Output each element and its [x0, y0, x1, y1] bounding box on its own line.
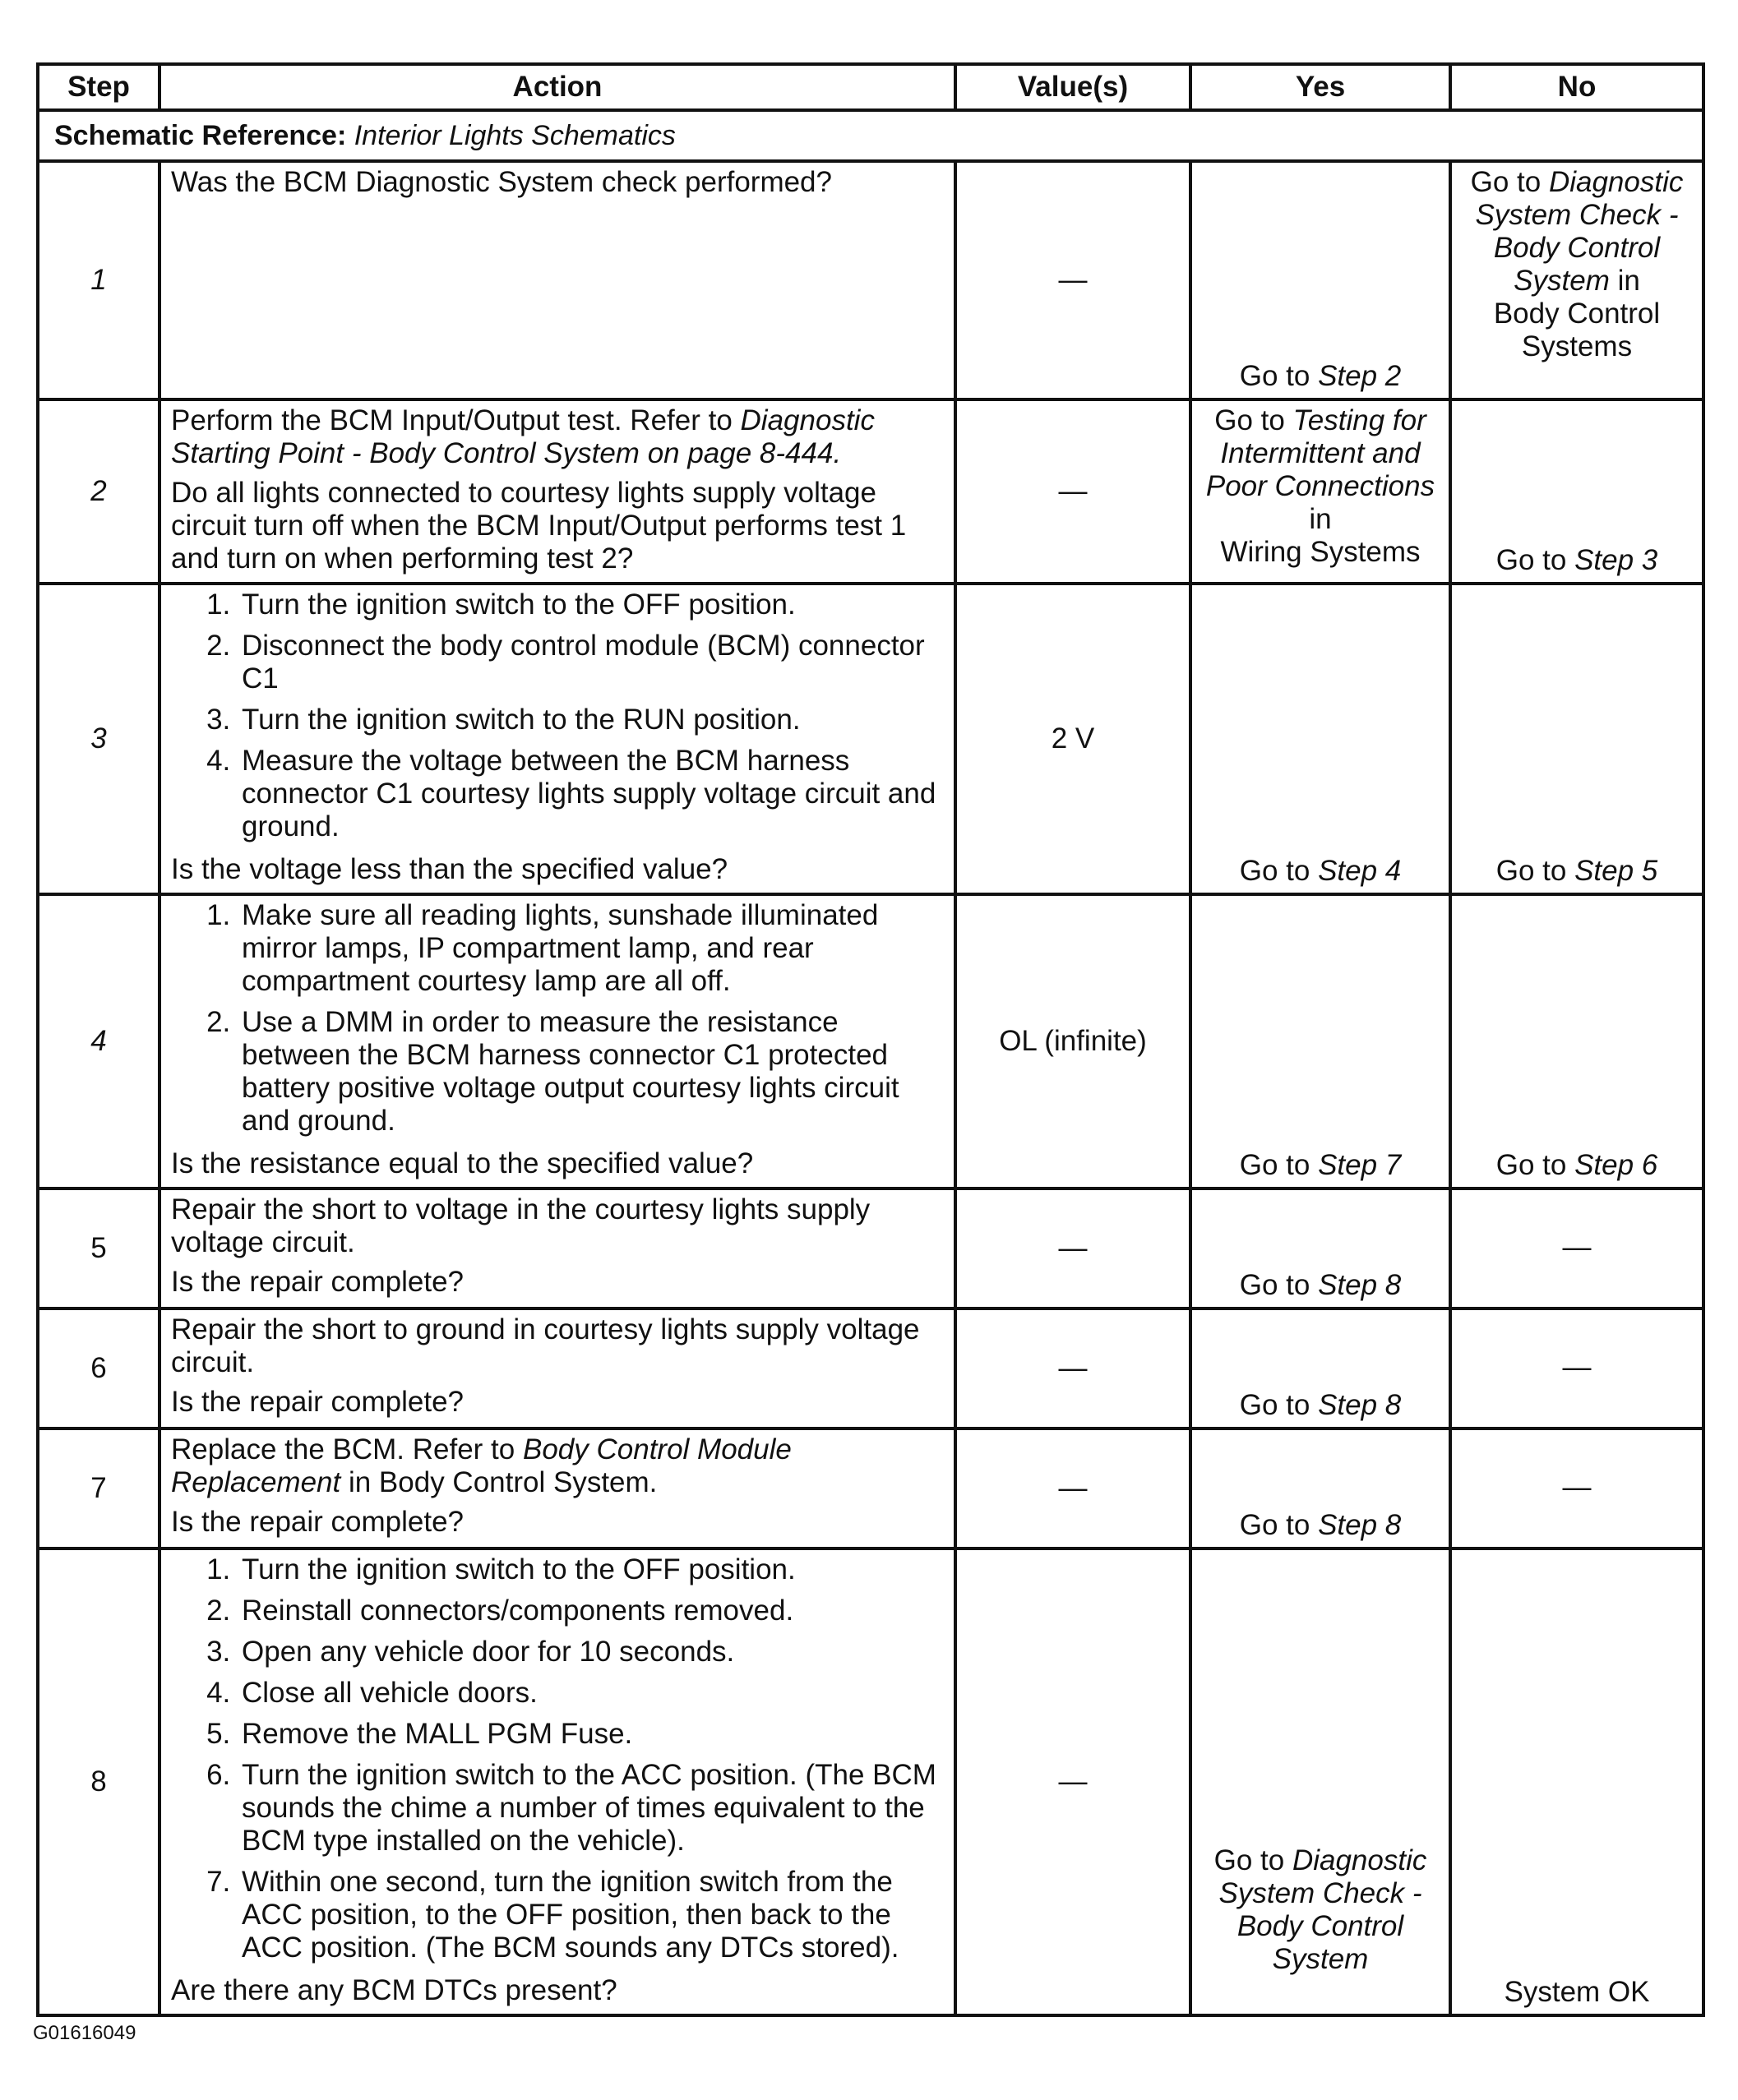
goto-text: Go to: [1470, 166, 1542, 198]
action-list-item: 3. Turn the ignition switch to the RUN position.: [238, 704, 944, 736]
schematic-reference: [38, 110, 1703, 161]
step-row-3: [38, 584, 1703, 894]
yes-link: Step 2: [1318, 360, 1402, 392]
step-row-7: [38, 1428, 1703, 1548]
step-yes: [1190, 584, 1450, 894]
step-no: —: [1450, 1308, 1703, 1428]
step-value: —: [955, 161, 1190, 399]
action-list-item: 1. Turn the ignition switch to the OFF position.: [238, 1553, 944, 1586]
goto-text: Go to: [1495, 1149, 1567, 1181]
goto-text: Go to: [1239, 1509, 1310, 1541]
action-list-item: 1. Make sure all reading lights, sunshade illuminated mirror lamps, IP compartment lamp, and rear compartment courtesy lamp are all off.: [238, 899, 944, 998]
step-action: [159, 1308, 955, 1428]
action-question: Is the voltage less than the specified value?: [171, 853, 728, 885]
action-question: Is the repair complete?: [171, 1386, 465, 1418]
step-value: 2 V: [955, 584, 1190, 894]
goto-text: Go to: [1239, 360, 1310, 392]
no-link: Step 6: [1574, 1149, 1658, 1181]
goto-text: Go to: [1213, 1844, 1285, 1876]
in-text: in: [1617, 265, 1640, 297]
no-plain: Body Control Systems: [1493, 298, 1661, 362]
step-row-5: [38, 1188, 1703, 1308]
step-yes: [1190, 1428, 1450, 1548]
action-list-item: 3. Open any vehicle door for 10 seconds.: [238, 1636, 944, 1668]
yes-link: Step 8: [1318, 1269, 1402, 1301]
step-yes: [1190, 161, 1450, 399]
action-text-link: Body Control Module Replacement: [171, 1433, 792, 1498]
yes-plain: Wiring Systems: [1220, 536, 1421, 568]
action-text-plain: Replace the BCM. Refer to: [171, 1433, 515, 1465]
no-link: Step 3: [1574, 544, 1658, 576]
no-link: Diagnostic System Check - Body Control System: [1475, 166, 1684, 297]
step-row-1: [38, 161, 1703, 399]
action-list-item: 5. Remove the MALL PGM Fuse.: [238, 1718, 944, 1751]
header-row: [38, 64, 1703, 110]
step-number: 4: [38, 894, 159, 1188]
goto-text: Go to: [1239, 1149, 1310, 1181]
action-list: [171, 588, 944, 843]
schematic-reference-label: Schematic Reference:: [54, 119, 347, 151]
step-row-2: [38, 399, 1703, 584]
yes-link: Step 7: [1318, 1149, 1402, 1181]
action-text-end: in Body Control System.: [348, 1466, 658, 1498]
action-list-item: 6. Turn the ignition switch to the ACC position. (The BCM sounds the chime a number of times equivalent to the BCM type installed on the vehicle).: [238, 1759, 944, 1858]
step-no: [1450, 894, 1703, 1188]
diagnostic-table: [36, 62, 1705, 2017]
action-list-item: 7. Within one second, turn the ignition switch from the ACC position, to the OFF position, then back to the ACC position. (The BCM sounds any DTCs stored).: [238, 1866, 944, 1964]
step-action: [159, 1428, 955, 1548]
action-list-item: 1. Turn the ignition switch to the OFF position.: [238, 588, 944, 621]
yes-link: Step 8: [1318, 1389, 1402, 1421]
goto-text: Go to: [1239, 1269, 1310, 1301]
action-question: Is the repair complete?: [171, 1506, 465, 1538]
action-text: [171, 404, 944, 470]
step-action: [159, 161, 955, 399]
action-question: Do all lights connected to courtesy lights supply voltage circuit turn off when the BCM Input/Output performs test 1 and turn on when performing test 2?: [171, 477, 907, 575]
action-text-link: Diagnostic Starting Point - Body Control System on page 8-444.: [171, 404, 875, 469]
yes-link: Testing for Intermittent and Poor Connections: [1205, 404, 1435, 502]
action-list-item: 4. Close all vehicle doors.: [238, 1677, 944, 1710]
header-values: Value(s): [955, 64, 1190, 110]
step-action: [159, 584, 955, 894]
action-list-item: 4. Measure the voltage between the BCM harness connector C1 courtesy lights supply voltage circuit and ground.: [238, 745, 944, 843]
step-action: [159, 399, 955, 584]
step-no: [1450, 161, 1703, 399]
step-no: —: [1450, 1428, 1703, 1548]
action-text: Repair the short to voltage in the courtesy lights supply voltage circuit.: [171, 1193, 871, 1258]
step-no: System OK: [1450, 1548, 1703, 2015]
step-value: OL (infinite): [955, 894, 1190, 1188]
step-yes: [1190, 1548, 1450, 2015]
step-value: —: [955, 1548, 1190, 2015]
schematic-reference-row: [38, 110, 1703, 161]
action-list-item: 2. Reinstall connectors/components removed.: [238, 1595, 944, 1627]
yes-link: Diagnostic System Check - Body Control System: [1218, 1844, 1427, 1975]
step-action: [159, 1548, 955, 2015]
step-value: —: [955, 1188, 1190, 1308]
header-action: Action: [159, 64, 955, 110]
goto-text: Go to: [1239, 855, 1310, 887]
step-number: 5: [38, 1188, 159, 1308]
goto-text: Go to: [1495, 855, 1567, 887]
step-value: —: [955, 399, 1190, 584]
step-row-4: [38, 894, 1703, 1188]
action-text: [171, 1433, 944, 1499]
goto-text: Go to: [1239, 1389, 1310, 1421]
step-value: —: [955, 1308, 1190, 1428]
action-text: Repair the short to ground in courtesy lights supply voltage circuit.: [171, 1313, 920, 1378]
step-no: [1450, 584, 1703, 894]
step-no: —: [1450, 1188, 1703, 1308]
step-row-6: [38, 1308, 1703, 1428]
action-list: [171, 1553, 944, 1964]
action-list-item: 2. Use a DMM in order to measure the resistance between the BCM harness connector C1 protected battery positive voltage output courtesy lights circuit and ground.: [238, 1006, 944, 1138]
action-question: Is the repair complete?: [171, 1266, 465, 1298]
header-no: No: [1450, 64, 1703, 110]
action-question: Are there any BCM DTCs present?: [171, 1974, 617, 2006]
action-list-item: 2. Disconnect the body control module (BCM) connector C1: [238, 630, 944, 695]
header-step: Step: [38, 64, 159, 110]
step-number: 3: [38, 584, 159, 894]
action-list: [171, 899, 944, 1138]
step-yes: [1190, 1308, 1450, 1428]
goto-text: Go to: [1214, 404, 1285, 436]
step-action: [159, 894, 955, 1188]
step-number: 6: [38, 1308, 159, 1428]
schematic-reference-link: Interior Lights Schematics: [354, 119, 676, 151]
step-action: [159, 1188, 955, 1308]
step-number: 2: [38, 399, 159, 584]
step-yes: [1190, 399, 1450, 584]
figure-id: G01616049: [33, 2022, 136, 2044]
step-number: 7: [38, 1428, 159, 1548]
action-question: Was the BCM Diagnostic System check performed?: [171, 166, 832, 198]
step-number: 8: [38, 1548, 159, 2015]
in-text: in: [1309, 503, 1332, 535]
action-question: Is the resistance equal to the specified value?: [171, 1147, 754, 1179]
step-yes: [1190, 1188, 1450, 1308]
step-value: —: [955, 1428, 1190, 1548]
no-link: Step 5: [1574, 855, 1658, 887]
step-no: [1450, 399, 1703, 584]
step-number: 1: [38, 161, 159, 399]
step-yes: [1190, 894, 1450, 1188]
step-row-8: [38, 1548, 1703, 2015]
goto-text: Go to: [1495, 544, 1567, 576]
header-yes: Yes: [1190, 64, 1450, 110]
yes-link: Step 8: [1318, 1509, 1402, 1541]
action-text-plain: Perform the BCM Input/Output test. Refer to: [171, 404, 733, 436]
yes-link: Step 4: [1318, 855, 1402, 887]
